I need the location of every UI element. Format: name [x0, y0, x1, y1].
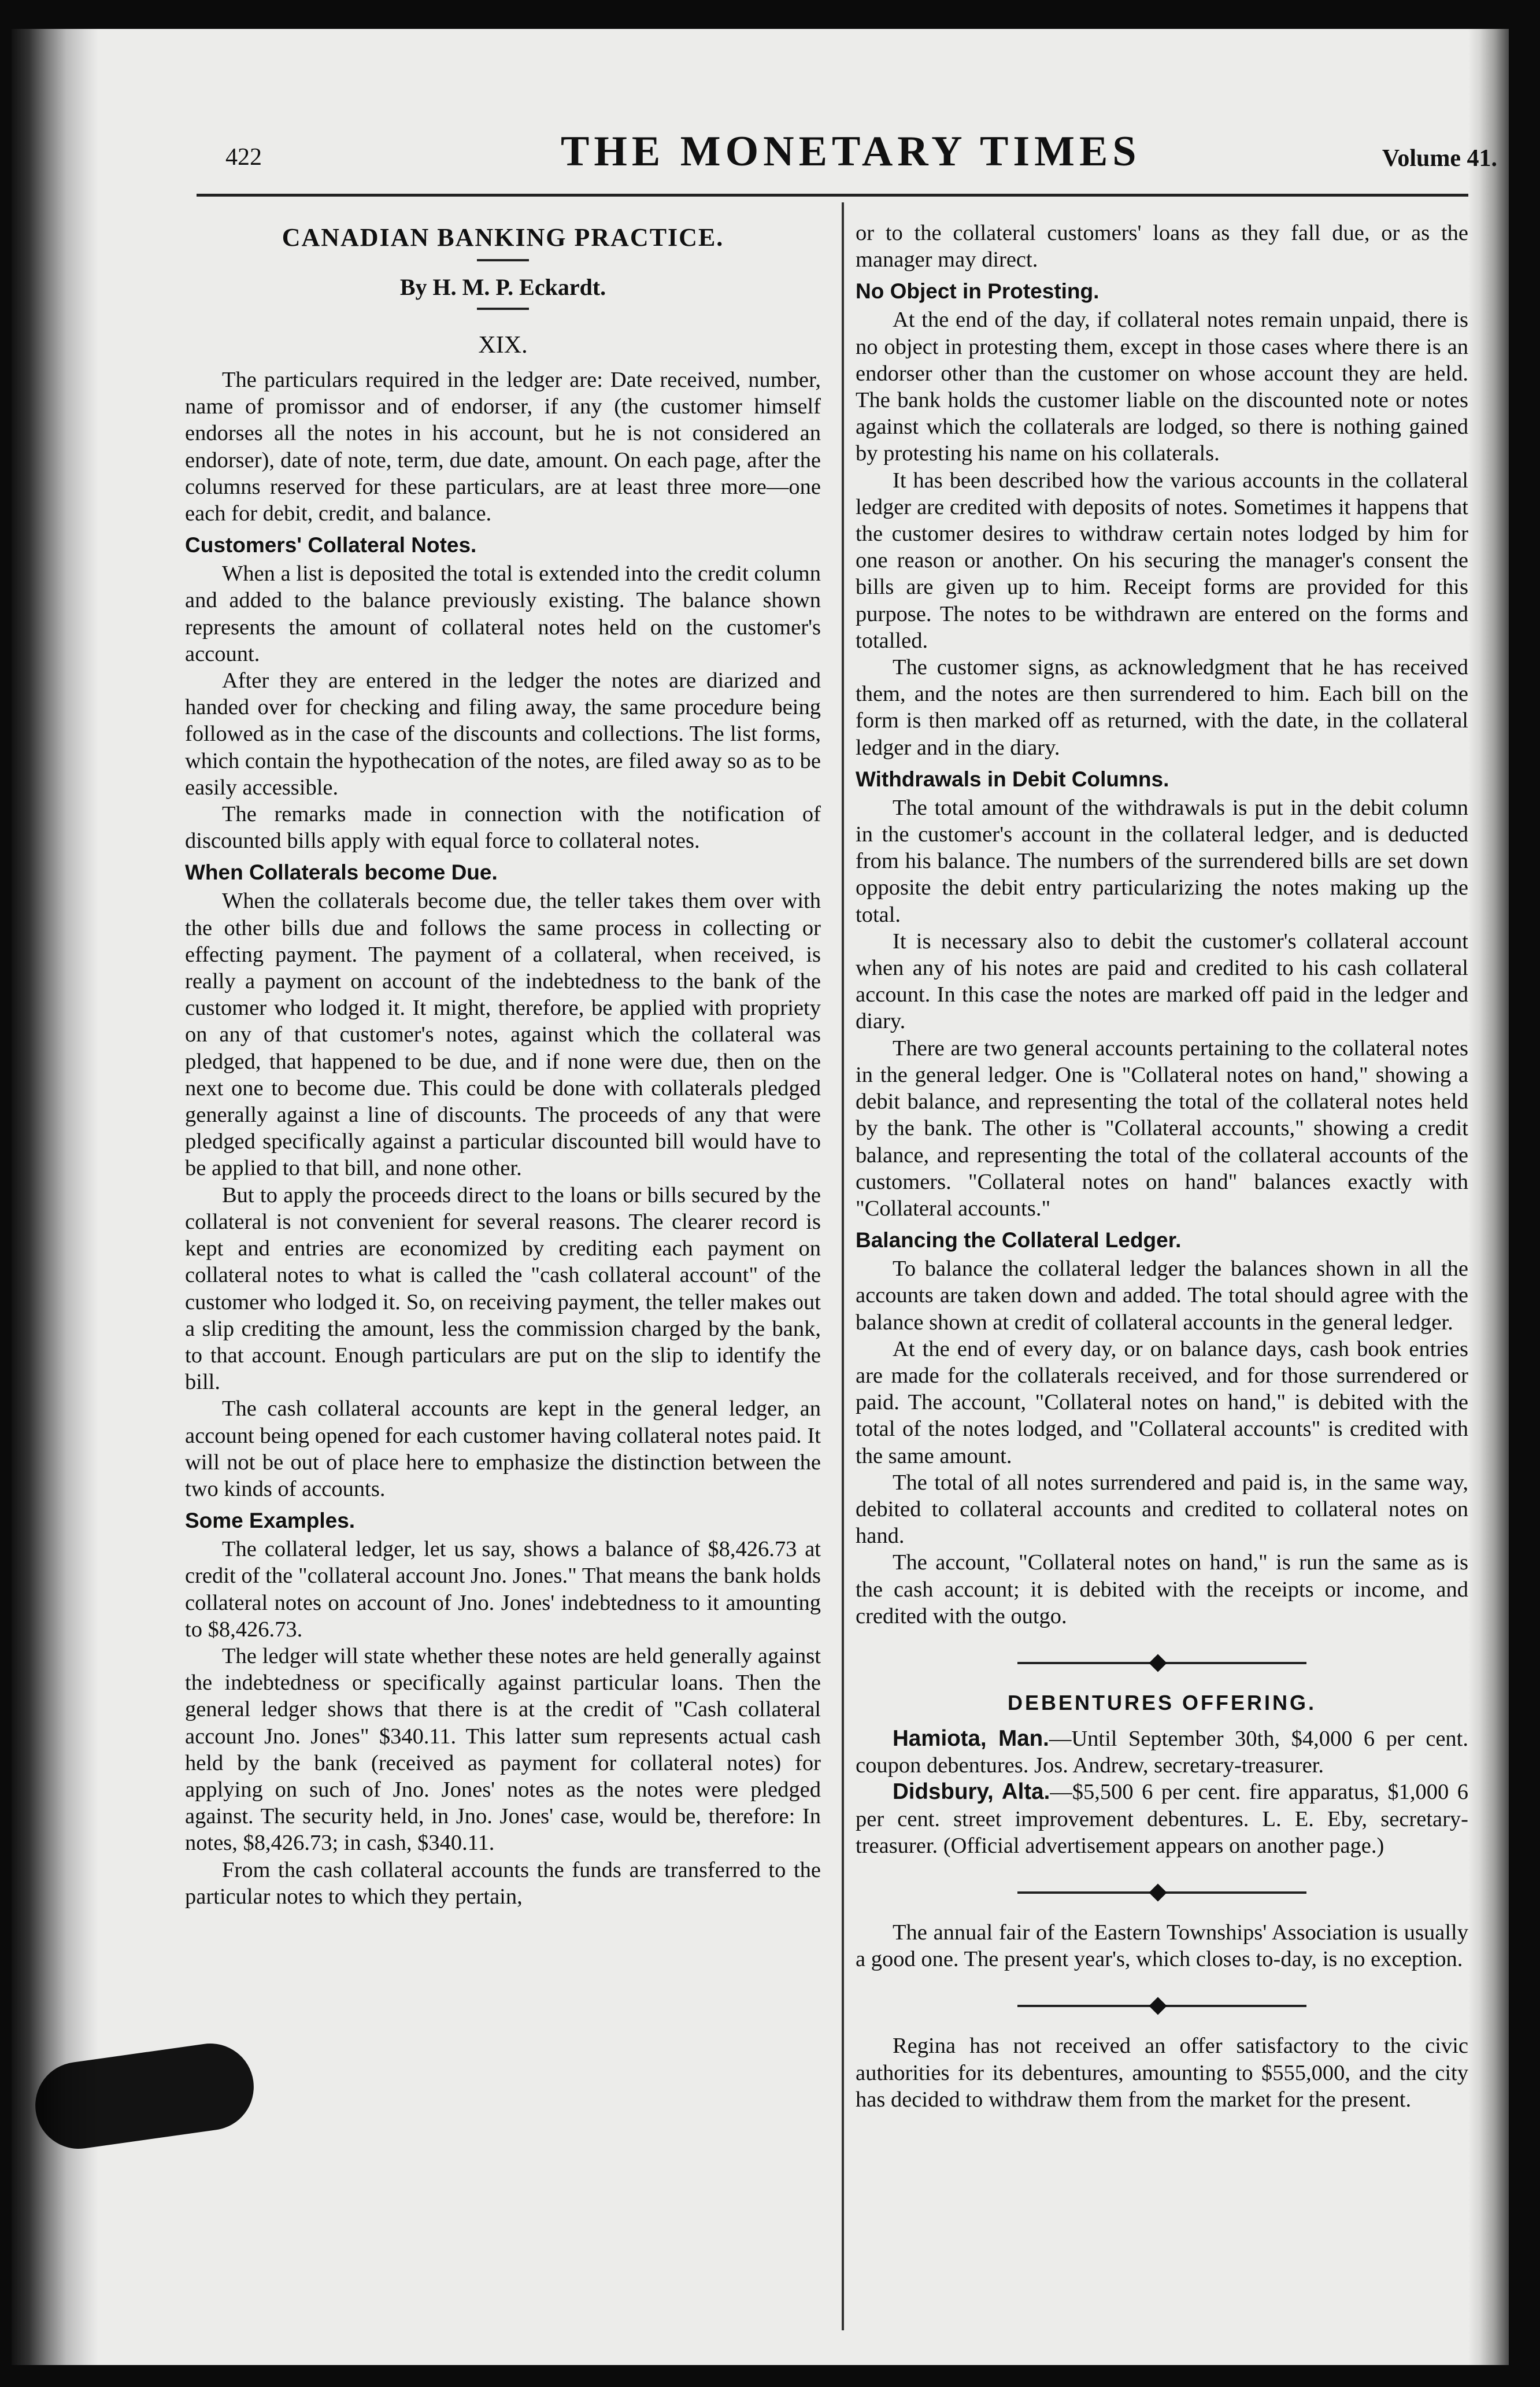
paragraph: When the collaterals become due, the teller takes them over with the other bills due and follows the same process in collecting or effecting payment. The payment of a collateral, when received, is really a payment on account of the indebtedness to the bank of the customer who lodged it. It might, therefore, be applied with propriety on any of that customer's notes, against which the collateral was pledged, that happened to be due, and if none were due, then on the next one to become due. This could be done with collaterals pledged generally against a line of discounts. The proceeds of any that were pledged specifically against a particular discounted bill would have to be applied to that bill, and none other.	[185, 889, 821, 1181]
diamond-ornament-icon	[1149, 1883, 1167, 1901]
section-heading: Some Examples.	[185, 1509, 356, 1533]
paragraph: The total of all notes surrendered and paid is, in the same way, debited to collateral accounts and credited to collateral notes on hand.	[856, 1470, 1468, 1549]
paragraph: When a list is deposited the total is extended into the credit column and added to the balance previously existing. The balance shown represents the amount of collateral notes held on the customer's account.	[185, 561, 821, 666]
newspaper-page	[12, 29, 1509, 2365]
debenture-place: Hamiota, Man.	[893, 1725, 1049, 1751]
article-part-number: XIX.	[478, 332, 528, 359]
paragraph: The particulars required in the ledger are: Date received, number, name of promissor and of endorser, if any (the customer himself endorses all the notes in his account, but he is not considered an endorser), date of note, term, due date, amount. On each page, after the columns reserved for these particulars, are at least three more—one each for debit, credit, and balance.	[185, 368, 821, 526]
byline-rule	[477, 308, 529, 310]
article-title: CANADIAN BANKING PRACTICE.	[282, 223, 724, 252]
column-divider	[842, 202, 844, 2330]
paragraph: From the cash collateral accounts the funds are transferred to the particular notes to which they pertain,	[185, 1857, 821, 1909]
book-binding-shadow	[12, 29, 98, 2365]
debentures-heading: DEBENTURES OFFERING.	[1007, 1690, 1317, 1714]
paragraph: The total amount of the withdrawals is put in the debit column in the customer's account in the collateral ledger, and is deducted from his balance. The numbers of the surrendered bills are set down opposite the debit entry particularizing the notes making up the total.	[856, 795, 1468, 927]
paragraph: After they are entered in the ledger the notes are diarized and handed over for checking and filing away, the same procedure being followed as in the case of the discounts and collections. The list forms, which contain the hypothecation of the notes, are filed away so as to be easily accessible.	[185, 668, 821, 800]
paragraph: The remarks made in connection with the notification of discounted bills apply with equal force to collateral notes.	[185, 802, 821, 853]
right-column-body	[856, 220, 1468, 1629]
section-heading: Withdrawals in Debit Columns.	[856, 767, 1169, 791]
title-rule	[477, 259, 529, 261]
section-heading: No Object in Protesting.	[856, 279, 1100, 304]
ornament-divider	[856, 1994, 1468, 2018]
paragraph: The cash collateral accounts are kept in the general ledger, an account being opened for each customer having collateral notes paid. It will not be out of place here to emphasize the distinction between the two kinds of accounts.	[185, 1396, 821, 1501]
paragraph: To balance the collateral ledger the balances shown in all the accounts are taken down and added. The total should agree with the balance shown at credit of collateral accounts in the general ledger.	[856, 1257, 1468, 1335]
section-heading: Customers' Collateral Notes.	[185, 533, 477, 557]
paragraph: The ledger will state whether these notes are held generally against the indebtedness or specifically against particular loans. Then the general ledger shows that there is at the credit of "Cash collateral account Jno. Jones" $340.11. This latter sum represents actual cash held by the bank (received as payment for collateral notes) for applying on such of Jno. Jones' notes as the notes were pledged against. The security held, in Jno. Jones' case, would be, therefore: In notes, $8,426.73; in cash, $340.11.	[185, 1643, 821, 1856]
news-note: The annual fair of the Eastern Townships' Association is usually a good one. The present year's, which closes to-day, is no exception.	[856, 1920, 1468, 1972]
ornament-divider	[856, 1881, 1468, 1904]
header-rule	[197, 194, 1468, 197]
section-heading: Balancing the Collateral Ledger.	[856, 1228, 1182, 1252]
paragraph: It is necessary also to debit the customer's collateral account when any of his notes are paid and credited to his cash collateral account. In this case the notes are marked off paid in the ledger and diary.	[856, 929, 1468, 1034]
diamond-ornament-icon	[1149, 1997, 1167, 2015]
right-column	[856, 220, 1468, 2113]
diamond-ornament-icon	[1149, 1654, 1167, 1672]
news-note: Regina has not received an offer satisfactory to the civic authorities for its debentures, amounting to $555,000, and the city has decided to withdraw them from the market for the present.	[856, 2034, 1468, 2112]
paragraph: The collateral ledger, let us say, shows a balance of $8,426.73 at credit of the "collateral account Jno. Jones." That means the bank holds collateral notes on account of Jno. Jones' indebtedness to it amounting to $8,426.73.	[185, 1537, 821, 1642]
left-column-body	[185, 367, 821, 1910]
paragraph: At the end of the day, if collateral notes remain unpaid, there is no object in protesting them, except in those cases where there is an endorser other than the customer on whose account they are held. The bank holds the customer liable on the discounted note or notes against which the collaterals are lodged, so there is nothing gained by protesting his name on his collaterals.	[856, 308, 1468, 466]
page-edge-shadow	[1468, 29, 1509, 2365]
debenture-text: —$5,500 6 per cent. fire apparatus, $1,000 6 per cent. street improvement debentures. L. E. Eby, secretary-treasurer. (Official advertisement appears on another page.)	[856, 1780, 1468, 1858]
paragraph: But to apply the proceeds direct to the loans or bills secured by the collateral is not convenient for several reasons. The clearer record is kept and entries are economized by crediting each payment on collateral notes to what is called the "cash collateral account" of the customer who lodged it. So, on receiving payment, the teller makes out a slip crediting the amount, less the commission charged by the bank, to that account. Enough particulars are put on the slip to identify the bill.	[185, 1183, 821, 1395]
section-heading: When Collaterals become Due.	[185, 860, 498, 885]
paragraph: There are two general accounts pertaining to the collateral notes in the general ledger. One is "Collateral notes on hand," showing a debit balance, and representing the total of the collateral notes held by the bank. The other is "Collateral accounts," showing a credit balance, and representing the total of the collateral accounts of the customers. "Collateral notes on hand" balances exactly with "Collateral accounts."	[856, 1036, 1468, 1221]
paragraph: At the end of every day, or on balance days, cash book entries are made for the collaterals received, and for those surrendered or paid. The account, "Collateral notes on hand," is debited with the total of the notes lodged, and "Collateral accounts" is credited with the same amount.	[856, 1336, 1468, 1468]
ornament-divider	[856, 1651, 1468, 1675]
volume-label: Volume 41.	[1382, 145, 1497, 172]
debenture-text: —Until September 30th, $4,000 6 per cent. coupon debentures. Jos. Andrew, secretary-treasurer.	[856, 1726, 1469, 1778]
page-header	[225, 127, 1497, 191]
paragraph: The account, "Collateral notes on hand," is run the same as is the cash account; it is debited with the receipts or income, and credited with the outgo.	[856, 1550, 1468, 1628]
page-number: 422	[225, 144, 262, 171]
debenture-item	[856, 1725, 1468, 1779]
left-column	[185, 220, 821, 1910]
debenture-place: Didsbury, Alta.	[893, 1779, 1050, 1805]
paragraph: or to the collateral customers' loans as they fall due, or as the manager may direct.	[856, 221, 1468, 272]
debenture-item	[856, 1779, 1468, 1859]
paragraph: It has been described how the various accounts in the collateral ledger are credited with deposits of notes. Sometimes it happens that the customer desires to withdraw certain notes lodged by him for one reason or another. On his securing the manager's consent the bills are given up to him. Receipt forms are provided for this purpose. The notes to be withdrawn are entered on the forms and totalled.	[856, 468, 1468, 653]
publication-title: THE MONETARY TIMES	[561, 128, 1141, 175]
article-byline: By H. M. P. Eckardt.	[399, 274, 606, 300]
paragraph: The customer signs, as acknowledgment that he has received them, and the notes are then surrendered to him. Each bill on the form is then marked off as returned, with the date, in the collateral ledger and in the diary.	[856, 655, 1468, 760]
